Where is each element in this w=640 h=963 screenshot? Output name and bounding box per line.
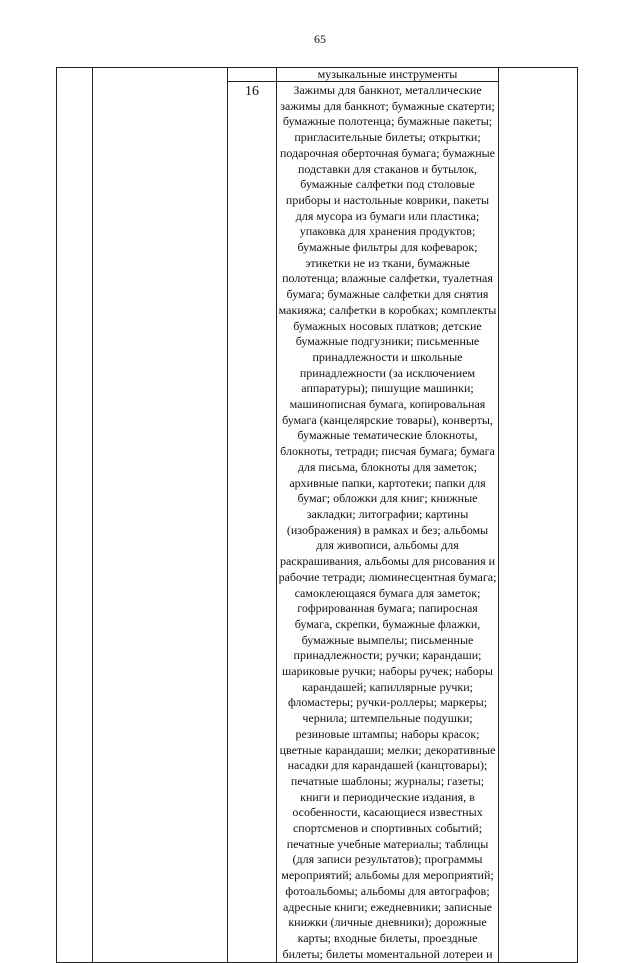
description-line: упаковка для хранения продуктов; [299, 224, 476, 239]
description-line: бумажных носовых платков; детские [293, 318, 482, 333]
table-cell-second [93, 68, 228, 963]
table-cell-last [499, 68, 578, 963]
description-line: бумажные фильтры для кофеварок; [297, 240, 478, 255]
description-line: бумажные полотенца; бумажные пакеты; [282, 114, 493, 129]
description-line: зажимы для банкнот; бумажные скатерти; [280, 98, 495, 113]
description-line: мероприятий; альбомы для мероприятий; [281, 868, 494, 883]
description-line: особенности, касающиеся известных [292, 805, 483, 820]
continuation-row [57, 68, 578, 82]
description-line: резиновые штампы; наборы красок; [295, 726, 480, 741]
description-line: принадлежности; ручки; карандаши; [293, 648, 482, 663]
description-line: адресные книги; ежедневники; записные [282, 899, 492, 914]
description-line: закладки; литографии; картины [306, 506, 469, 521]
description-line: пригласительные билеты; открытки; [294, 130, 481, 145]
description-line: бумага, скрепки, бумажные флажки, [294, 616, 481, 631]
description-line: бумажные салфетки под столовые [300, 177, 475, 192]
number-cell-empty [228, 68, 277, 82]
description-line: аппаратуры); пишущие машинки; [301, 381, 474, 396]
table-cell-first [57, 68, 93, 963]
description-line: бумажные тематические блокноты, [297, 428, 478, 443]
goods-table [56, 67, 578, 963]
description-line: макияжа; салфетки в коробках; комплекты [278, 302, 497, 317]
description-line: бумага (канцелярские товары), конверты, [282, 412, 493, 427]
description-line: бумага; бумажные салфетки для снятия [286, 287, 489, 302]
description-line: книжки (личные дневники); дорожные [288, 915, 487, 930]
description-line: полотенца; влажные салфетки, туалетная [282, 271, 493, 286]
description-line: книги и периодические издания, в [300, 789, 475, 804]
description-line: для мусора из бумаги или пластика; [295, 208, 480, 223]
description-line: печатные учебные материалы; таблицы [286, 836, 489, 851]
description-line: этикетки не из ткани, бумажные [305, 255, 470, 270]
description-line: (изображения) в рамках и без; альбомы [286, 522, 489, 537]
description-line: карты; входные билеты, проездные [297, 930, 478, 945]
item-number: 16 [228, 82, 277, 963]
description-line: блокноты, тетради; писчая бумага; бумага [280, 444, 495, 459]
description-line: насадки для карандашей (канцтовары); [287, 758, 488, 773]
description-line: Зажимы для банкнот, металлические [293, 83, 482, 97]
continued-text: музыкальные инструменты [277, 68, 499, 82]
description-line: бумаг; обложки для книг; книжные [297, 491, 478, 506]
item-description [277, 82, 499, 963]
description-line: рабочие тетради; люминесцентная бумага; [278, 569, 497, 584]
description-line: раскрашивания, альбомы для рисования и [279, 554, 496, 569]
description-line: спортсменов и спортивных событий; [292, 821, 483, 836]
description-line: самоклеющаяся бумага для заметок; [294, 585, 481, 600]
page-number: 65 [314, 32, 326, 46]
description-line: карандашей; капиллярные ручки; [302, 679, 473, 694]
description-line: подарочная оберточная бумага; бумажные [279, 145, 496, 160]
description-line: бумажные подгузники; письменные [295, 334, 480, 349]
description-line: билеты; билеты моментальной лотереи и [282, 946, 493, 961]
description-line: архивные папки, картотеки; папки для [289, 475, 486, 490]
description-line: гофрированная бумага; папиросная [297, 601, 478, 616]
description-line: цветные карандаши; мелки; декоративные [279, 742, 496, 757]
description-line: принадлежности и школьные [312, 349, 463, 364]
description-line: бумажные вымпелы; письменные [301, 632, 474, 647]
description-line: (для записи результатов); программы [292, 852, 483, 867]
description-line: приборы и настольные коврики, пакеты [285, 192, 490, 207]
description-line: машинописная бумага, копировальная [289, 397, 486, 412]
description-line: для живописи, альбомы для [316, 538, 459, 553]
description-line: фломастеры; ручки-роллеры; маркеры; [287, 695, 488, 710]
description-line: принадлежности (за исключением [299, 365, 476, 380]
description-line: печатные шаблоны; журналы; газеты; [290, 773, 485, 788]
description-line: чернила; штемпельные подушки; [302, 711, 473, 726]
description-line: фотоальбомы; альбомы для автографов; [285, 883, 490, 898]
description-line: шариковые ручки; наборы ручек; наборы [282, 664, 493, 679]
description-line: для письма, блокноты для заметок; [297, 459, 478, 474]
description-line: подставки для стаканов и бутылок, [297, 161, 478, 176]
